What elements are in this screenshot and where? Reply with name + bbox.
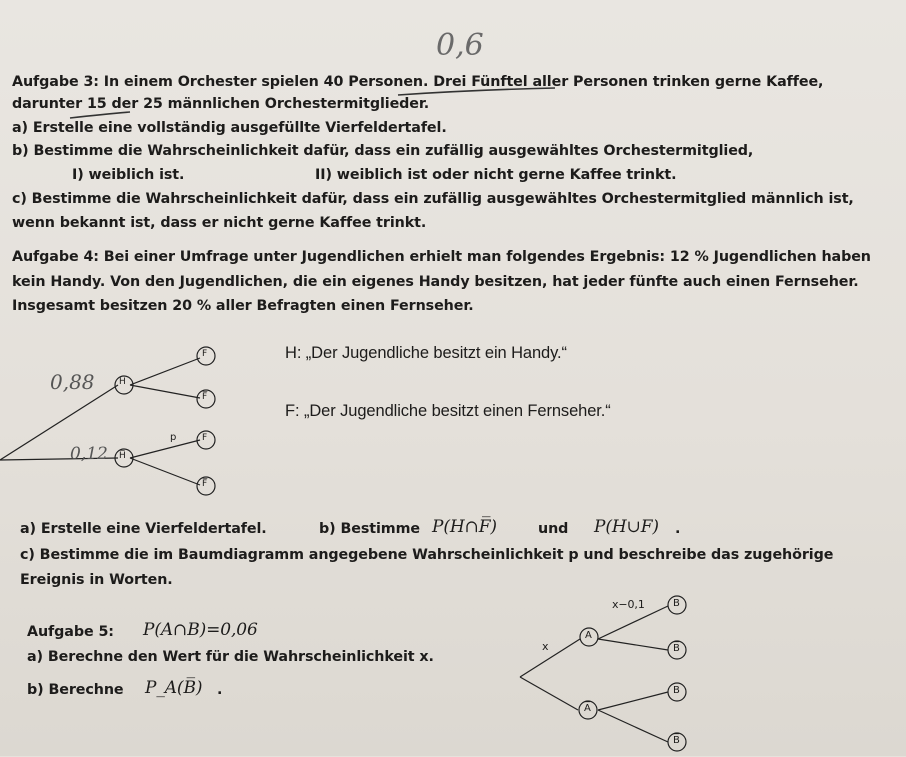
task4-c-line2: Ereignis in Worten. xyxy=(20,572,173,588)
task3-b: b) Bestimme die Wahrscheinlichkeit dafür, dass ein zufällig ausgewähltes Orchestermitglied, xyxy=(12,143,754,159)
handwritten-prob-h: 0,88 xyxy=(50,370,95,394)
tree4-node-f1: F xyxy=(202,349,208,359)
task5-b-expr: P_A(B̅) xyxy=(145,678,203,698)
task4-line3: Insgesamt besitzen 20 % aller Befragten einen Fernseher. xyxy=(12,298,474,314)
task5-given: P(A∩B)=0,06 xyxy=(143,620,258,640)
tree5-node-b1: B xyxy=(673,598,680,609)
task4-b-expr2: P(H∪F) xyxy=(594,517,659,537)
handwritten-prob-hbar: 0,12 xyxy=(70,444,108,464)
tree4-node-fbar2: F̅ xyxy=(202,479,208,489)
tree5-node-b2: B xyxy=(673,685,680,696)
tree4-node-h: H xyxy=(119,377,126,387)
task4-b-dot: . xyxy=(675,521,681,537)
task4-def-f: F: „Der Jugendliche besitzt einen Fernseher.“ xyxy=(285,402,611,420)
task4-b-prefix: b) Bestimme xyxy=(319,521,420,537)
tree5-node-a: A xyxy=(585,630,592,641)
tree5-label-x: x xyxy=(542,640,549,653)
task5-a: a) Berechne den Wert für die Wahrscheinlichkeit x. xyxy=(27,649,434,665)
task3-a: a) Erstelle eine vollständig ausgefüllte Vierfeldertafel. xyxy=(12,120,447,136)
task4-b-und: und xyxy=(538,521,569,537)
task3-b-ii: II) weiblich ist oder nicht gerne Kaffee trinkt. xyxy=(315,167,677,183)
task5-b-dot: . xyxy=(217,682,223,698)
tree5-node-bbar1: B̅ xyxy=(673,643,680,654)
task4-a: a) Erstelle eine Vierfeldertafel. xyxy=(20,521,267,537)
task3-line2: darunter 15 der 25 männlichen Orchestermitglieder. xyxy=(12,96,430,112)
task4-b-expr1: P(H∩F̅) xyxy=(432,517,497,537)
handwritten-note-top: 0,6 xyxy=(436,28,484,63)
task3-c-line1: c) Bestimme die Wahrscheinlichkeit dafür, dass ein zufällig ausgewähltes Orchestermitglied männlich ist, xyxy=(12,191,854,207)
tree4-node-fbar1: F̅ xyxy=(202,392,208,402)
tree5-label-x-minus: x−0,1 xyxy=(612,598,645,611)
tree4-node-f2: F xyxy=(202,433,208,443)
task3-c-line2: wenn bekannt ist, dass er nicht gerne Kaffee trinkt. xyxy=(12,215,427,231)
tree5-node-bbar2: B̅ xyxy=(673,735,680,746)
task4-def-h: H: „Der Jugendliche besitzt ein Handy.“ xyxy=(285,344,567,362)
tree5-node-abar: A̅ xyxy=(584,703,591,714)
task3-b-i: I) weiblich ist. xyxy=(72,167,185,183)
task5-title: Aufgabe 5: xyxy=(27,624,114,640)
task4-tree-diagram xyxy=(0,340,260,500)
task4-c-line1: c) Bestimme die im Baumdiagramm angegebene Wahrscheinlichkeit p und beschreibe das zugehörige xyxy=(20,547,834,563)
task3-line1: Aufgabe 3: In einem Orchester spielen 40 Personen. Drei Fünftel aller Personen trinken gerne Kaffee, xyxy=(12,74,824,90)
task5-tree-diagram xyxy=(500,592,700,757)
task5-b-prefix: b) Berechne xyxy=(27,682,124,698)
task4-line1: Aufgabe 4: Bei einer Umfrage unter Jugendlichen erhielt man folgendes Ergebnis: 12 % Jugendlichen haben xyxy=(12,249,871,265)
tree4-node-hbar: H̅ xyxy=(119,451,126,461)
task4-line2: kein Handy. Von den Jugendlichen, die ein eigenes Handy besitzen, hat jeder fünfte auch einen Fernseher. xyxy=(12,274,859,290)
tree4-branch-p: p xyxy=(170,432,177,443)
